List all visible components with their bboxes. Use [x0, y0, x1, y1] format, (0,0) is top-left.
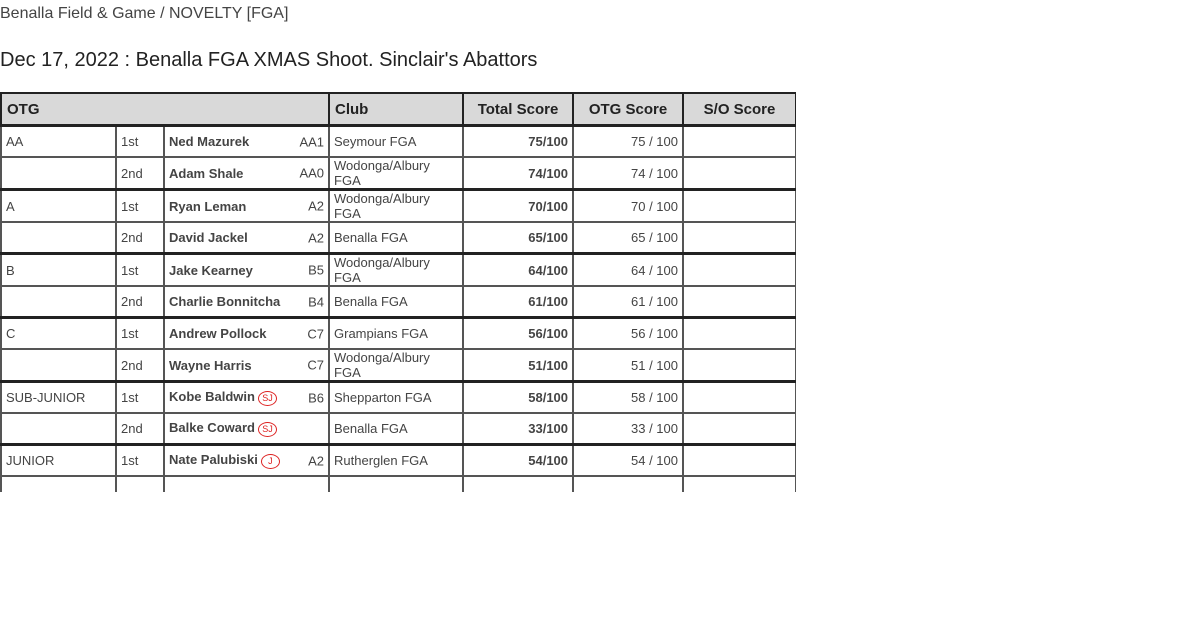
- shooter-name-cell: [164, 157, 329, 190]
- otg-class-cell: A: [1, 190, 116, 223]
- otg-score-cell: 61 / 100: [573, 286, 683, 318]
- total-score-cell: 65/100: [463, 222, 573, 254]
- header-club: Club: [329, 93, 463, 126]
- place-cell: 2nd: [116, 222, 164, 254]
- total-score-cell: 33/100: [463, 413, 573, 445]
- place-cell: [116, 476, 164, 492]
- age-class-badge: J: [261, 454, 280, 469]
- total-score-cell: 61/100: [463, 286, 573, 318]
- so-score-cell: [683, 382, 796, 414]
- so-score-cell: [683, 413, 796, 445]
- age-class-badge: SJ: [258, 391, 277, 406]
- shooter-name-cell: [164, 349, 329, 382]
- shooter-grade: AA1: [299, 134, 325, 149]
- table-row: [1, 286, 796, 318]
- shooter-grade: C7: [307, 326, 325, 341]
- table-header: [1, 93, 796, 126]
- shooter-name-cell: [164, 318, 329, 350]
- otg-score-cell: 64 / 100: [573, 254, 683, 287]
- club-cell: Shepparton FGA: [329, 382, 463, 414]
- club-cell: Wodonga/Albury FGA: [329, 157, 463, 190]
- so-score-cell: [683, 349, 796, 382]
- table-row: [1, 157, 796, 190]
- table-row: [1, 254, 796, 287]
- results-table: [0, 92, 796, 492]
- page-title: Dec 17, 2022 : Benalla FGA XMAS Shoot. Sinclair's Abattors: [0, 49, 538, 71]
- table-row: [1, 349, 796, 382]
- place-cell: 1st: [116, 126, 164, 158]
- club-cell: Wodonga/Albury FGA: [329, 349, 463, 382]
- table-row: [1, 382, 796, 414]
- shooter-name-cell: [164, 413, 329, 445]
- otg-score-cell: 51 / 100: [573, 349, 683, 382]
- shooter-grade: B6: [308, 390, 325, 405]
- shooter-name: Adam Shale: [169, 165, 244, 181]
- header-total-score: Total Score: [463, 93, 573, 126]
- otg-class-cell: [1, 476, 116, 492]
- header-otg-score: OTG Score: [573, 93, 683, 126]
- club-cell: Rutherglen FGA: [329, 445, 463, 477]
- otg-score-cell: 70 / 100: [573, 190, 683, 223]
- total-score-cell: [463, 476, 573, 492]
- place-cell: 2nd: [116, 349, 164, 382]
- otg-class-cell: [1, 157, 116, 190]
- club-cell: Grampians FGA: [329, 318, 463, 350]
- otg-class-cell: [1, 349, 116, 382]
- table-row: [1, 318, 796, 350]
- shooter-name: David Jackel: [169, 230, 248, 245]
- shooter-name: Andrew Pollock: [169, 326, 267, 341]
- shooter-name-cell: [164, 445, 329, 477]
- otg-score-cell: 58 / 100: [573, 382, 683, 414]
- otg-class-cell: [1, 222, 116, 254]
- total-score-cell: 70/100: [463, 190, 573, 223]
- so-score-cell: [683, 318, 796, 350]
- club-cell: Benalla FGA: [329, 286, 463, 318]
- otg-class-cell: C: [1, 318, 116, 350]
- shooter-name-cell: [164, 190, 329, 223]
- table-row: [1, 445, 796, 477]
- shooter-name: Ryan Leman: [169, 198, 247, 214]
- place-cell: 2nd: [116, 413, 164, 445]
- otg-score-cell: [573, 476, 683, 492]
- breadcrumb[interactable]: Benalla Field & Game / NOVELTY [FGA]: [0, 5, 289, 22]
- results-table-container: [0, 92, 796, 492]
- table-row: [1, 476, 796, 492]
- table-row: [1, 190, 796, 223]
- club-cell: Benalla FGA: [329, 413, 463, 445]
- club-cell: Benalla FGA: [329, 222, 463, 254]
- otg-class-cell: SUB-JUNIOR: [1, 382, 116, 414]
- otg-score-cell: 56 / 100: [573, 318, 683, 350]
- table-row: [1, 222, 796, 254]
- shooter-name: Jake Kearney: [169, 262, 253, 278]
- place-cell: 2nd: [116, 157, 164, 190]
- otg-score-cell: 65 / 100: [573, 222, 683, 254]
- otg-score-cell: 75 / 100: [573, 126, 683, 158]
- total-score-cell: 75/100: [463, 126, 573, 158]
- header-otg: OTG: [1, 93, 329, 126]
- place-cell: 1st: [116, 445, 164, 477]
- shooter-name-cell: [164, 222, 329, 254]
- club-cell: Wodonga/Albury FGA: [329, 254, 463, 287]
- otg-score-cell: 54 / 100: [573, 445, 683, 477]
- shooter-grade: A2: [308, 198, 325, 214]
- so-score-cell: [683, 190, 796, 223]
- shooter-grade: B4: [308, 294, 325, 309]
- header-so-score: S/O Score: [683, 93, 796, 126]
- otg-class-cell: B: [1, 254, 116, 287]
- shooter-name: Ned Mazurek: [169, 134, 250, 149]
- otg-score-cell: 33 / 100: [573, 413, 683, 445]
- table-row: [1, 126, 796, 158]
- place-cell: 1st: [116, 318, 164, 350]
- shooter-name: Balke Coward: [169, 420, 255, 436]
- shooter-grade: C7: [307, 357, 325, 373]
- shooter-name-cell: [164, 476, 329, 492]
- shooter-name: Wayne Harris: [169, 357, 252, 373]
- otg-class-cell: [1, 413, 116, 445]
- place-cell: 2nd: [116, 286, 164, 318]
- place-cell: 1st: [116, 190, 164, 223]
- club-cell: Seymour FGA: [329, 126, 463, 158]
- so-score-cell: [683, 157, 796, 190]
- shooter-grade: A2: [308, 230, 325, 245]
- table-row: [1, 413, 796, 445]
- total-score-cell: 54/100: [463, 445, 573, 477]
- shooter-name-cell: [164, 382, 329, 414]
- total-score-cell: 51/100: [463, 349, 573, 382]
- shooter-name: Kobe Baldwin: [169, 389, 255, 405]
- shooter-grade: B5: [308, 262, 325, 278]
- so-score-cell: [683, 286, 796, 318]
- shooter-name-cell: [164, 126, 329, 158]
- shooter-name-cell: [164, 254, 329, 287]
- club-cell: [329, 476, 463, 492]
- total-score-cell: 74/100: [463, 157, 573, 190]
- total-score-cell: 56/100: [463, 318, 573, 350]
- shooter-name-cell: [164, 286, 329, 318]
- place-cell: 1st: [116, 254, 164, 287]
- so-score-cell: [683, 254, 796, 287]
- otg-class-cell: [1, 286, 116, 318]
- shooter-name: Charlie Bonnitcha: [169, 294, 281, 309]
- shooter-grade: AA0: [299, 165, 325, 181]
- club-cell: Wodonga/Albury FGA: [329, 190, 463, 223]
- table-body: [1, 126, 796, 493]
- so-score-cell: [683, 126, 796, 158]
- total-score-cell: 64/100: [463, 254, 573, 287]
- shooter-grade: A2: [308, 453, 325, 468]
- age-class-badge: SJ: [258, 422, 277, 437]
- place-cell: 1st: [116, 382, 164, 414]
- so-score-cell: [683, 476, 796, 492]
- total-score-cell: 58/100: [463, 382, 573, 414]
- otg-class-cell: AA: [1, 126, 116, 158]
- shooter-name: Nate Palubiski: [169, 452, 258, 468]
- otg-class-cell: JUNIOR: [1, 445, 116, 477]
- otg-score-cell: 74 / 100: [573, 157, 683, 190]
- so-score-cell: [683, 222, 796, 254]
- so-score-cell: [683, 445, 796, 477]
